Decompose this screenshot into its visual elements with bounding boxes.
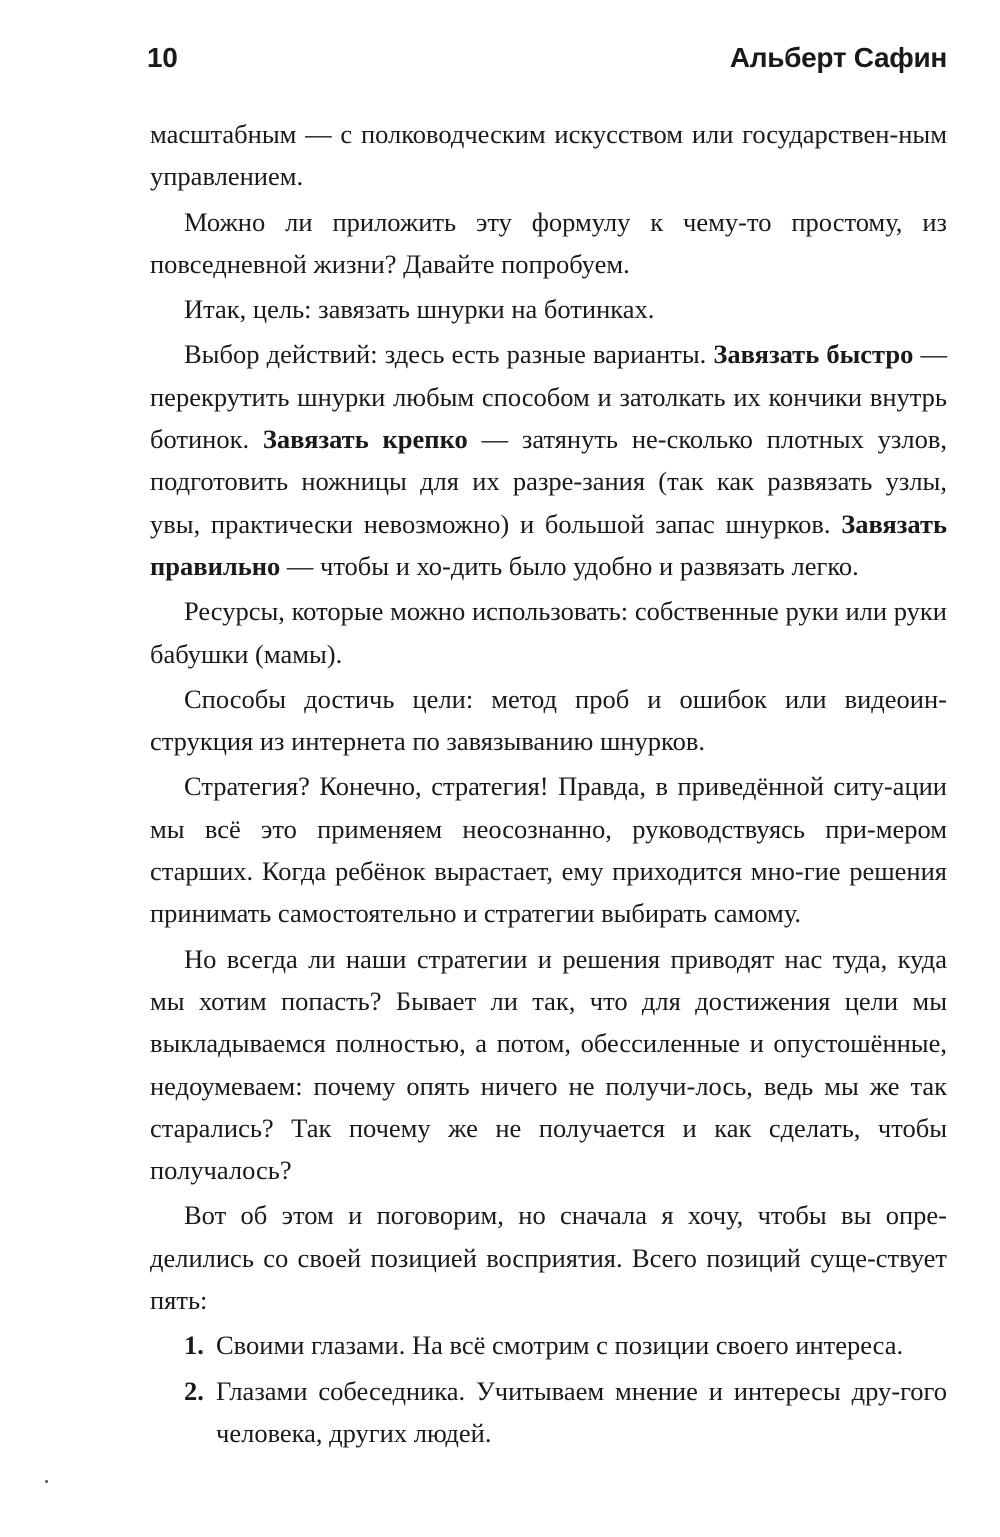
bold-term-tight: Завязать крепко	[262, 424, 468, 455]
paragraph-7: Стратегия? Конечно, стратегия! Правда, в приведённой ситу-ации мы всё это применяем неосознанно, руководствуясь при-мером старших. Когда ребёнок вырастает, ему приходится мно-гие решения принимать самостоятельно и стратегии выбирать самому.	[150, 771, 947, 929]
paragraph-5: Ресурсы, которые можно использовать: собственные руки или руки бабушки (мамы).	[150, 596, 947, 669]
list-item-text: Своими глазами. На всё смотрим с позиции своего интереса.	[216, 1330, 904, 1361]
list-item	[150, 1370, 947, 1455]
running-head-author: Альберт Сафин	[729, 42, 947, 73]
paragraph-4	[150, 333, 947, 587]
list-item	[150, 1324, 947, 1366]
paragraph-8: Но всегда ли наши стратегии и решения приводят нас туда, куда мы хотим попасть? Бывает ли так, что для достижения цели мы выкладываемся полностью, а потом, обессиленные и опустошённые, недоумеваем: почему опять ничего не получи-лось, ведь мы же так старались? Так почему же не получается и как сделать, чтобы получалось?	[150, 943, 947, 1186]
list-item-number: 1.	[184, 1330, 204, 1361]
paragraph-4-text-3: — чтобы и хо-дить было удобно и развязать легко.	[280, 550, 859, 581]
list-item-text: Глазами собеседника. Учитываем мнение и интересы дру-гого человека, других людей.	[216, 1375, 947, 1448]
list-item-number: 2.	[184, 1375, 204, 1406]
paragraph-4-text-2: — затянуть не-сколько плотных узлов, подготовить ножницы для их разре-зания (так как развязать узлы, увы, практически невозможно) и большой запас шнурков.	[150, 424, 947, 539]
bold-term-fast: Завязать быстро	[713, 339, 914, 370]
paragraph-1: масштабным — с полководческим искусством или государствен-ным управлением.	[150, 119, 947, 192]
positions-list	[150, 1324, 947, 1454]
paragraph-2: Можно ли приложить эту формулу к чему-то простому, из повседневной жизни? Давайте попробуем.	[150, 206, 947, 279]
page-header	[147, 42, 947, 82]
paragraph-6: Способы достичь цели: метод проб и ошибок или видеоин-струкция из интернета по завязыванию шнурков.	[150, 683, 947, 757]
bold-term-correct: Завязать правильно	[150, 508, 947, 581]
paragraph-4-text-1: — перекрутить шнурки любым способом и затолкать их кончики внутрь ботинок.	[150, 339, 948, 455]
scan-speck	[45, 1480, 48, 1483]
paragraph-3: Итак, цель: завязать шнурки на ботинках.	[184, 294, 655, 325]
paragraph-4-intro: Выбор действий: здесь есть разные варианты.	[184, 339, 714, 370]
page-number: 10	[147, 42, 178, 73]
paragraph-9: Вот об этом и поговорим, но сначала я хочу, чтобы вы опре-делились со своей позицией восприятия. Всего позиций суще-ствует пять:	[150, 1200, 947, 1316]
body-text	[150, 113, 947, 1457]
